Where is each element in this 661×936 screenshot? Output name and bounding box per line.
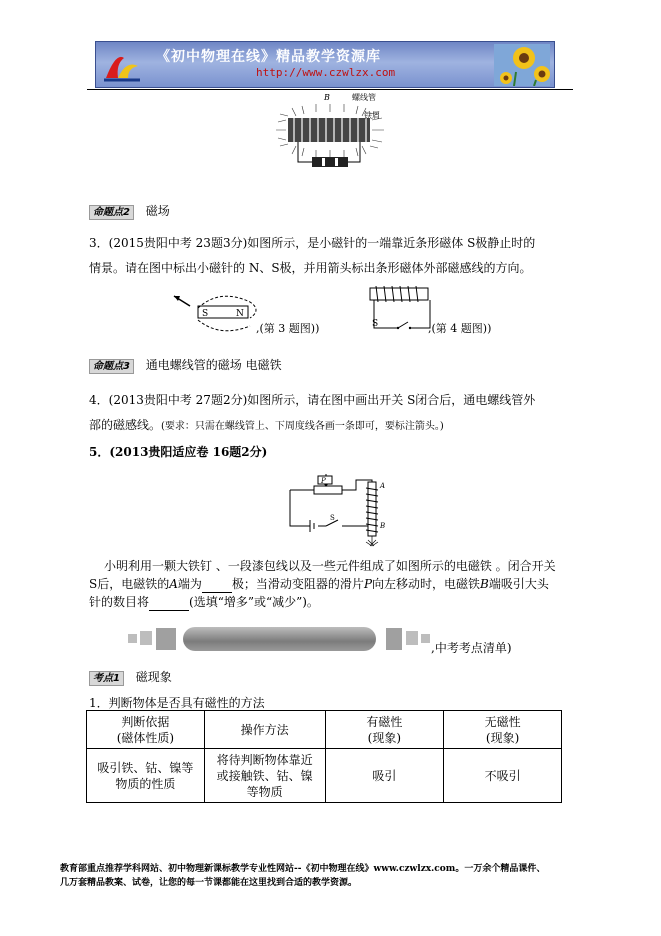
table-row [87, 749, 562, 803]
solenoid-filings-figure [272, 92, 394, 176]
deco-square-1 [128, 634, 137, 643]
q4-solenoid-figure [364, 284, 434, 336]
label-a: A [380, 482, 386, 490]
q5-line-1: 小明利用一颗大铁钉 、一段漆包线以及一些元件组成了如图所示的电磁铁 。闭合开关 [104, 559, 556, 573]
switch-s-label: S [372, 319, 379, 329]
header-url[interactable]: http://www.czwlzx.com [256, 66, 396, 79]
table-header-cell [444, 711, 562, 749]
cell-attract: 吸引 [372, 768, 397, 783]
q5-text-g: B [480, 577, 489, 591]
table-header-cell [87, 711, 205, 749]
q5-text-b: A [169, 577, 178, 591]
q4-caption: ,(第 4 题图)) [428, 322, 492, 335]
section-3-tag: 命题点3 [89, 359, 134, 374]
label-s: S [330, 514, 335, 522]
header-rule [87, 89, 573, 90]
magnetism-table [86, 710, 562, 803]
magnet-s-label: S [202, 309, 209, 319]
magnet-n-label: N [236, 309, 244, 319]
header-basis-note: (磁体性质) [116, 730, 175, 745]
q4-line-1: 4．(2013贵阳中考 27题2分)如图所示，请在图中画出开关 S闭合后，通电螺线管外 [89, 393, 536, 407]
header-title: 《初中物理在线》精品教学资源库 [156, 49, 381, 65]
site-logo-icon [102, 48, 142, 82]
cell-method-1: 将待判断物体靠近 [216, 752, 313, 767]
table-header-cell [325, 711, 444, 749]
kp1-heading [89, 669, 172, 686]
cell-basis-2: 物质的性质 [115, 776, 176, 791]
kp1-tag: 考点1 [89, 671, 124, 686]
kp1-subheading: 1．判断物体是否具有磁性的方法 [89, 696, 265, 710]
section-2-tag: 命题点2 [89, 205, 134, 220]
q4-requirement-note: (要求：只需在螺线管上、下周度线各画一条即可，要标注箭头。) [161, 421, 444, 432]
label-coil: 螺线管 [352, 93, 376, 102]
deco-square-6 [421, 634, 430, 643]
q4-line-2-text: 部的磁感线。 [89, 418, 162, 432]
table-cell [204, 749, 325, 803]
footer-line-1: 教育部重点推荐学科网站、初中物理新课标教学专业性网站--《初中物理在线》www.czwlzx.com。一万余个精品课件、 [60, 864, 546, 874]
q5-blank-2[interactable] [149, 594, 189, 611]
q3-caption: ,(第 3 题图)) [256, 322, 320, 335]
header-nonmagnetic: 无磁性 [484, 714, 521, 729]
label-iron: 铁屑 [364, 111, 380, 120]
sunflower-image [494, 44, 550, 86]
table-header-row [87, 711, 562, 749]
q5-line-3 [89, 594, 319, 611]
cell-basis-1: 吸引铁、钴、镍等 [97, 760, 194, 775]
q5-text-f: 向左移动时，电磁铁 [372, 577, 481, 591]
deco-square-5 [406, 631, 418, 645]
q4-line-2 [89, 417, 444, 435]
q5-text-j: (选填“增多”或“减少”)。 [189, 595, 319, 609]
cell-method-2: 或接触铁、钴、镍 [216, 768, 313, 783]
table-cell [87, 749, 205, 803]
kp1-title: 磁现象 [135, 670, 172, 684]
deco-square-2 [140, 631, 152, 645]
q5-line-2 [89, 576, 549, 593]
q5-text-d: 极；当滑动变阻器的滑片 [231, 577, 364, 591]
q3-magnet-figure [170, 292, 262, 336]
q5-text-a: S后，电磁铁的 [89, 577, 170, 591]
cell-method-3: 等物质 [246, 784, 283, 799]
label-b-end: B [380, 522, 386, 530]
cell-not-attract: 不吸引 [484, 768, 521, 783]
table-cell [325, 749, 444, 803]
section-2-title: 磁场 [145, 204, 170, 218]
header-magnetic: 有磁性 [366, 714, 403, 729]
label-b: B [324, 93, 330, 102]
q5-text-c: 端为 [177, 577, 202, 591]
table-cell [444, 749, 562, 803]
header-magnetic-note: (现象) [367, 730, 402, 745]
deco-square-4 [386, 628, 402, 650]
section-3-title: 通电螺线管的磁场 电磁铁 [145, 358, 282, 372]
q5-text-e: P [363, 577, 373, 591]
q5-blank-1[interactable] [202, 576, 232, 593]
header-method: 操作方法 [240, 722, 289, 737]
q5-text-i: 针的数目将 [89, 595, 150, 609]
label-p: P [321, 477, 326, 485]
section-2-heading [89, 203, 170, 220]
footer-line-2: 几万套精品教案、试卷，让您的每一节课都能在这里找到合适的教学资源。 [60, 878, 358, 888]
q5-electromagnet-figure [286, 470, 396, 548]
header-nonmagnetic-note: (现象) [485, 730, 520, 745]
deco-square-3 [156, 628, 176, 650]
q3-line-1: 3．(2015贵阳中考 23题3分)如图所示，是小磁针的一端靠近条形磁体 S极静止时的 [89, 236, 536, 250]
q5-text-h: 端吸引大头 [488, 577, 549, 591]
exam-checklist-label: ,中考考点清单) [431, 641, 512, 655]
deco-pill [183, 627, 376, 651]
q3-line-2: 情景。请在图中标出小磁针的 N、S极，并用箭头标出条形磁体外部磁感线的方向。 [89, 261, 532, 275]
header-basis: 判断依据 [121, 714, 170, 729]
table-header-cell [204, 711, 325, 749]
header-banner [95, 41, 555, 88]
q5-heading: 5．(2013贵阳适应卷 16题2分) [89, 445, 268, 459]
section-3-heading [89, 357, 282, 374]
